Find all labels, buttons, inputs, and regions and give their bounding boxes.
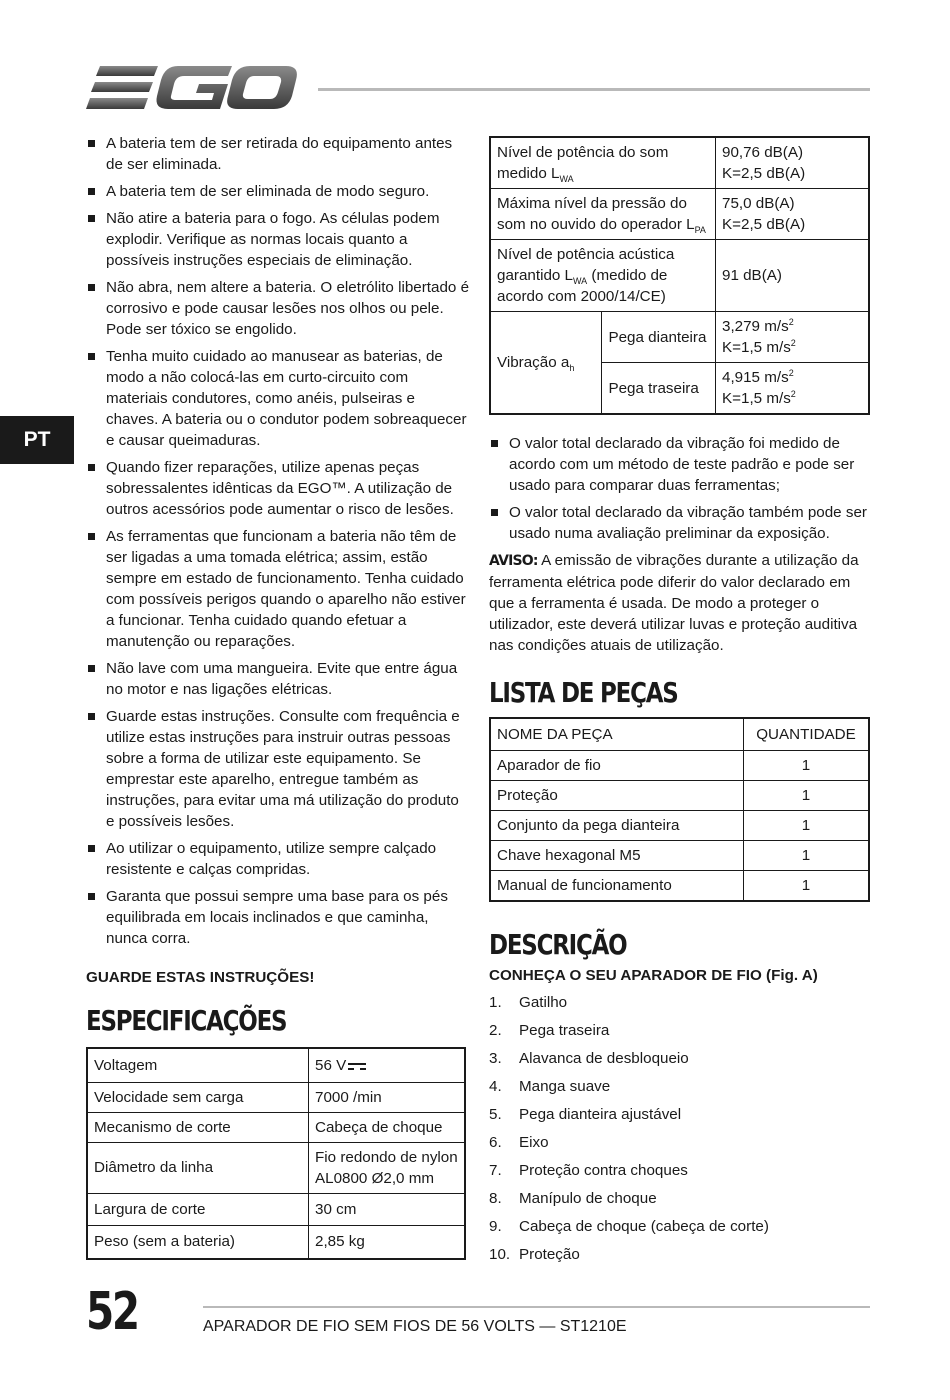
list-item: 10. Proteção [489,1245,580,1263]
list-item: A bateria tem de ser eliminada de modo seguro. [86,181,470,202]
spec-value: 30 cm [309,1193,466,1225]
left-column [86,133,470,1260]
spec-label: Mecanismo de corte [87,1112,309,1142]
table-row [490,189,869,240]
language-tab: PT [0,416,74,464]
table-row [490,780,869,810]
part-qty: 1 [744,840,870,870]
list-item: 5. Pega dianteira ajustável [489,1105,682,1123]
specs-table [86,1047,466,1260]
table-row [87,1048,465,1082]
noise-label: Nível de potência do som medido $L_{WA}$ [490,137,716,189]
part-name: Aparador de fio [490,750,744,780]
footer-title: APARADOR DE FIO SEM FIOS DE 56 VOLTS — ST1210E [203,1318,627,1335]
spec-label: Peso (sem a bateria) [87,1225,309,1259]
table-row [490,870,869,901]
part-qty: 1 [744,870,870,901]
spec-label: Voltagem [87,1048,309,1082]
list-item: 6. Eixo [489,1133,549,1151]
parts-table [489,717,870,902]
table-row [87,1082,465,1112]
table-row [490,840,869,870]
vibration-label: Vibração $a_h$ [490,312,602,415]
list-item: Tenha muito cuidado ao manusear as baterias, de modo a não colocá-las em curto-circuito com materiais condutores, como anéis, pulseiras e chaves. A bateria ou o condutor podem sobreaquecer e causar queimaduras. [86,346,470,451]
table-row [87,1193,465,1225]
list-item: Não atire a bateria para o fogo. As células podem explodir. Verifique as normas locais quanto a possíveis instruções especiais de eliminação. [86,208,470,271]
part-qty: 1 [744,780,870,810]
table-row [490,137,869,189]
noise-value: 91 dB(A) [716,240,870,312]
list-item: Não lave com uma mangueira. Evite que entre água no motor e nas ligações elétricas. [86,658,470,700]
description-title: DESCRIÇÃO [489,927,627,961]
spec-label: Diâmetro da linha [87,1142,309,1193]
table-row [490,312,869,363]
spec-value: Fio redondo de nylon AL0800 Ø2,0 mm [309,1142,466,1193]
rear-handle-label: Pega traseira [602,363,716,415]
noise-vibration-table [489,136,870,415]
list-item: 8. Manípulo de choque [489,1189,657,1207]
warning-text: A emissão de vibrações durante a utilização da ferramenta elétrica pode diferir do valor declarado em que a ferramenta é usada. De modo a proteger o utilizador, este deverá utilizar luvas e proteção auditiva nas condições atuais de utilização. [489,552,859,654]
spec-value: 56 V [309,1048,466,1082]
part-name: Proteção [490,780,744,810]
parts-header-qty: QUANTIDADE [744,718,870,750]
list-item: 9. Cabeça de choque (cabeça de corte) [489,1217,769,1235]
list-item: Quando fizer reparações, utilize apenas peças sobressalentes idênticas da EGO™. A utilização de outros acessórios pode aumentar o risco de lesões. [86,457,470,520]
part-name: Manual de funcionamento [490,870,744,901]
list-item: As ferramentas que funcionam a bateria não têm de ser ligadas a uma tomada elétrica; assim, estão sempre em estado de funcionamento. Tenha cuidado com possíveis perigos quando o aparelho não estiver a funcionar. Tenha cuidado quando efetuar a manutenção ou reparações. [86,526,470,652]
table-row [490,810,869,840]
specs-title: ESPECIFICAÇÕES [86,1004,287,1037]
list-item: 4. Manga suave [489,1077,611,1095]
spec-value: 7000 /min [309,1082,466,1112]
spec-label: Largura de corte [87,1193,309,1225]
spec-value: Cabeça de choque [309,1112,466,1142]
noise-label: Máxima nível da pressão do som no ouvido do operador $L_{PA}$ [490,189,716,240]
list-item: Ao utilizar o equipamento, utilize sempre calçado resistente e calças compridas. [86,838,470,880]
front-handle-label: Pega dianteira [602,312,716,363]
list-item: A bateria tem de ser retirada do equipamento antes de ser eliminada. [86,133,470,175]
vibration-notes [489,433,870,544]
header-rule [318,88,870,91]
list-item: 1. Gatilho [489,993,568,1011]
list-item: 7. Proteção contra choques [489,1161,688,1179]
rear-handle-value: 4,915 $m/s^2$ K=1,5 $m/s^2$ [716,363,870,415]
list-item: Garanta que possui sempre uma base para os pés equilibrada em locais inclinados e que caminha, nunca corra. [86,886,470,949]
dc-symbol-icon [348,1061,366,1071]
page-number: 52 [86,1282,138,1342]
table-row [87,1112,465,1142]
description-subtitle: CONHEÇA O SEU APARADOR DE FIO (Fig. A) [489,966,818,984]
parts-title: LISTA DE PEÇAS [489,676,678,709]
list-item: 2. Pega traseira [489,1021,610,1039]
part-name: Chave hexagonal M5 [490,840,744,870]
front-handle-value: 3,279 $m/s^2$ K=1,5 $m/s^2$ [716,312,870,363]
noise-label: Nível de potência acústica garantido $L_{WA}$ (medido de acordo com 2000/14/CE) [490,240,716,312]
footer-rule [203,1306,870,1308]
list-item: 3. Alavanca de desbloqueio [489,1049,689,1067]
table-row [490,750,869,780]
list-item: O valor total declarado da vibração foi medido de acordo com um método de teste padrão e pode ser usado para comparar duas ferramentas; [489,433,870,496]
description-list [489,992,870,1272]
part-qty: 1 [744,810,870,840]
parts-header-name: NOME DA PEÇA [490,718,744,750]
noise-value: 75,0 dB(A) K=2,5 dB(A) [716,189,870,240]
table-row [490,240,869,312]
table-row [490,718,869,750]
safety-list [86,133,470,949]
table-row [87,1225,465,1259]
list-item: Não abra, nem altere a bateria. O eletrólito libertado é corrosivo e pode causar lesões nos olhos ou pele. Pode ser tóxico se engolido. [86,277,470,340]
list-item: O valor total declarado da vibração também pode ser usado numa avaliação preliminar da exposição. [489,502,870,544]
keep-instructions: GUARDE ESTAS INSTRUÇÕES! [86,969,315,986]
table-row [87,1142,465,1193]
noise-value: 90,76 dB(A) K=2,5 dB(A) [716,137,870,189]
part-name: Conjunto da pega dianteira [490,810,744,840]
spec-value: 2,85 kg [309,1225,466,1259]
warning-label: AVISO: [489,553,538,569]
right-column [489,136,870,1272]
part-qty: 1 [744,750,870,780]
warning-paragraph [489,550,870,656]
list-item: Guarde estas instruções. Consulte com frequência e utilize estas instruções para instruir outras pessoas sobre a forma de utilizar este equipamento. Se emprestar este aparelho, entregue também as instruções, para evitar uma má utilização do produto e possíveis lesões. [86,706,470,832]
spec-label: Velocidade sem carga [87,1082,309,1112]
ego-logo [86,62,298,114]
